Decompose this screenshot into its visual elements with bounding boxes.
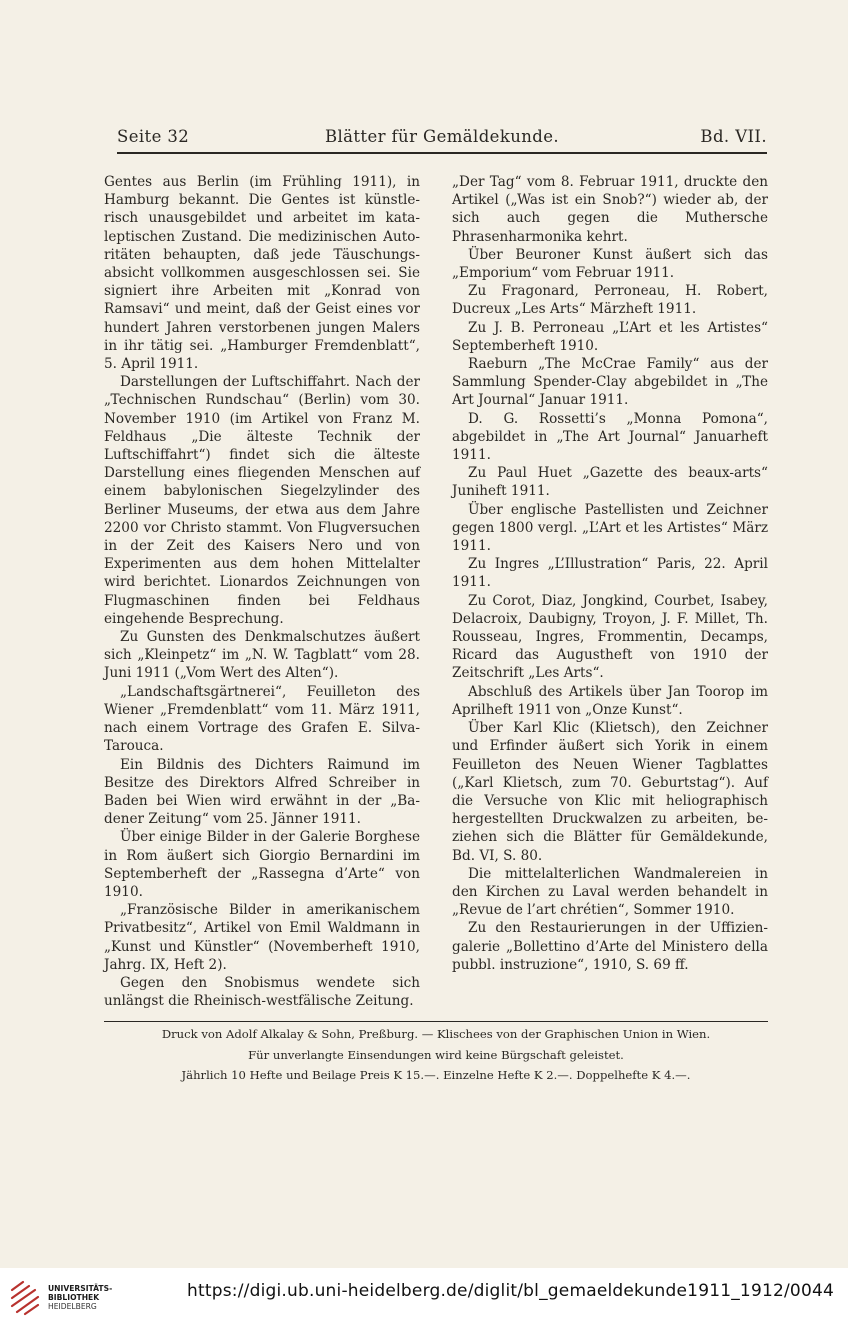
paragraph: „Der Tag“ vom 8. Februar 1911, druckte den Artikel („Was ist ein Snob?“) wieder ab, der sich auch gegen die Muthersche Phrasenharmonika kehrt. — [452, 174, 768, 245]
page-number: Seite 32 — [117, 127, 190, 146]
library-logo-icon — [9, 1278, 41, 1318]
left-column — [104, 173, 420, 1010]
imprint — [104, 1024, 768, 1086]
paragraph: Zu Ingres „L’Illustration“ Paris, 22. April 1911. — [452, 556, 768, 591]
right-column — [452, 173, 768, 974]
printer-line: Druck von Adolf Alkalay & Sohn, Preßburg. — Klischees von der Graphischen Union in Wien. — [161, 1027, 711, 1041]
volume-label: Bd. VII. — [700, 127, 767, 146]
header-divider — [117, 152, 767, 154]
journal-title: Blätter für Gemäldekunde. — [324, 127, 560, 146]
paragraph: Gentes aus Berlin (im Frühling 1911), in Hamburg bekannt. Die Gentes ist künstlerisch unausgebildet und arbeitet im kataleptischen Zustand. Die medizinischen Autoritäten behaupten, daß jede Täuschungsabsicht vollkommen ausgeschlossen sei. Sie signiert ihre Arbeiten mit „Konrad von Ramsavi“ und meint, daß der Geist eines vor hundert Jahren verstorbenen jungen Malers in ihr tätig sei. „Hamburger Fremdenblatt“, 5. April 1911. — [104, 174, 420, 373]
paragraph: „Französische Bilder in amerikanischem Privatbesitz“, Artikel von Emil Waldmann in „Kunst und Künstler“ (Novemberheft 1910, Jahrg. IX, Heft 2). — [104, 902, 420, 973]
paragraph: Über einige Bilder in der Galerie Borghese in Rom äußert sich Giorgio Bernardini im Septemberheft der „Rassegna d’Arte“ von 1910. — [104, 829, 420, 900]
library-name: UNIVERSITÄTS- BIBLIOTHEK HEIDELBERG — [48, 1284, 113, 1311]
paragraph: Zu Fragonard, Perroneau, H. Robert, Ducreux „Les Arts“ Märzheft 1911. — [452, 283, 768, 318]
paragraph: Zu Gunsten des Denkmalschutzes äußert sich „Kleinpetz“ im „N. W. Tagblatt“ vom 28. Juni 1911 („Vom Wert des Alten“). — [104, 629, 420, 682]
paragraph: D. G. Rossetti’s „Monna Pomona“, abgebildet in „The Art Journal“ Januarheft 1911. — [452, 410, 768, 464]
paragraph: Zu den Restaurierungen in der Uffiziengalerie „Bollettino d’Arte del Ministero della pubbl. instruzione“, 1910, S. 69 ff. — [452, 920, 768, 973]
disclaimer-line: Für unverlangte Einsendungen wird keine Bürgschaft geleistet. — [248, 1047, 624, 1062]
paragraph: Über englische Pastellisten und Zeichner gegen 1800 vergl. „L’Art et les Artistes“ März 1911. — [452, 501, 768, 555]
paragraph: Über Beuroner Kunst äußert sich das „Emporium“ vom Februar 1911. — [452, 246, 768, 282]
price-line: Jährlich 10 Hefte und Beilage Preis K 15.—. Einzelne Hefte K 2.—. Doppelhefte K 4.—. — [181, 1068, 691, 1082]
footer-divider — [104, 1021, 768, 1022]
paragraph: Zu Corot, Diaz, Jongkind, Courbet, Isabey, Delacroix, Daubigny, Troyon, J. F. Millet, Th. Rousseau, Ingres, Frommentin, Decamps, Ricard das Augustheft von 1910 der Zeitschrift „Les Arts“. — [452, 592, 768, 682]
paragraph: Die mittelalterlichen Wandmalereien in den Kirchen zu Laval werden behandelt in „Revue de l’art chrétien“, Sommer 1910. — [452, 865, 768, 919]
paragraph: Raeburn „The McCrae Family“ aus der Sammlung Spender-Clay abgebildet in „The Art Journal“ Januar 1911. — [452, 356, 768, 409]
paragraph: Darstellungen der Luftschiffahrt. Nach der „Technischen Rundschau“ (Berlin) vom 30. November 1910 (im Artikel von Franz M. Feldhaus „Die älteste Technik der Luftschiffahrt“) findet sich die älteste Darstellung eines fliegenden Menschen auf einem babylonischen Siegelzylinder des Berliner Museums, der etwa aus dem Jahre 2200 vor Christo stammt. Von Flugversuchen in der Zeit des Kaisers Nero und von Experimenten aus dem hohen Mittelalter wird berichtet. Lionardos Zeichnungen von Flugmaschinen finden bei Feldhaus eingehende Besprechung. — [104, 374, 420, 627]
paragraph: Über Karl Klic (Klietsch), den Zeichner und Erfinder äußert sich Yorik in einem Feuilleton des Neuen Wiener Tagblattes („Karl Klietsch, zum 70. Geburtstag“). Auf die Versuche von Klic mit heliographisch hergestellten Druckwalzen zu arbeiten, beziehen sich die Blätter für Gemäldekunde, Bd. VI, S. 80. — [452, 720, 768, 864]
paragraph: „Landschaftsgärtnerei“, Feuilleton des Wiener „Fremdenblatt“ vom 11. März 1911, nach einem Vortrage des Grafen E. Silva-Tarouca. — [104, 683, 420, 755]
paragraph: Zu J. B. Perroneau „L’Art et les Artistes“ Septemberheft 1910. — [452, 319, 768, 354]
paragraph: Gegen den Snobismus wendete sich unlängst die Rheinisch-westfälische Zeitung. — [104, 974, 420, 1010]
paragraph: Zu Paul Huet „Gazette des beaux-arts“ Juniheft 1911. — [452, 465, 768, 500]
paragraph: Ein Bildnis des Dichters Raimund im Besitze des Direktors Alfred Schreiber in Baden bei Wien wird erwähnt in der „Badener Zeitung“ vom 25. Jänner 1911. — [104, 756, 420, 828]
source-url-link[interactable]: https://digi.ub.uni-heidelberg.de/diglit/bl_gemaeldekunde1911_1912/0044 — [187, 1281, 834, 1301]
paragraph: Abschluß des Artikels über Jan Toorop im Aprilheft 1911 von „Onze Kunst“. — [452, 683, 768, 718]
